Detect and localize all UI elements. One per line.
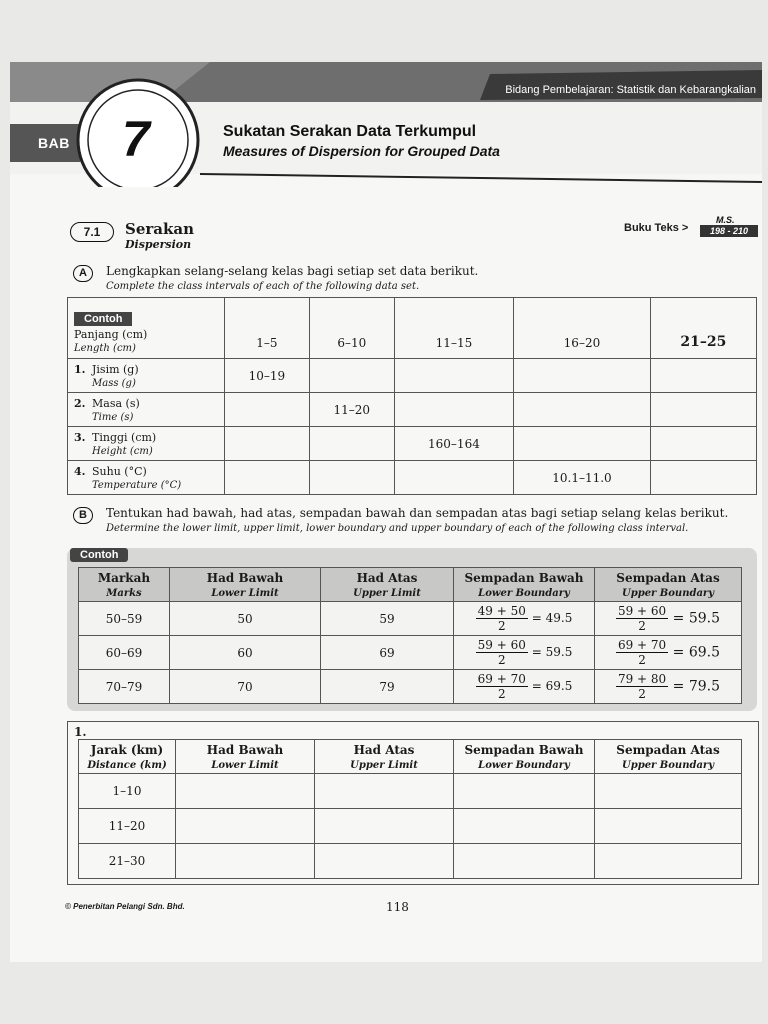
example-label-cell <box>68 298 225 359</box>
distance-cell: 1–10 <box>79 774 176 809</box>
chapter-title-en: Measures of Dispersion for Grouped Data <box>223 143 500 159</box>
chapter-title: Sukatan Serakan Data Terkumpul <box>223 123 477 140</box>
example-limits-table <box>78 567 742 704</box>
answer-cell[interactable] <box>650 461 756 495</box>
answer-cell[interactable] <box>595 844 742 879</box>
upper-boundary-cell: $\frac{59 + 60}{2}$ = 59.5 <box>595 602 742 636</box>
header-row <box>79 740 742 774</box>
upper-boundary-cell: $\frac{79 + 80}{2}$ = 79.5 <box>595 670 742 704</box>
example-value: 21–25 <box>650 298 756 359</box>
page-range-badge <box>700 215 758 237</box>
distance-cell: 21–30 <box>79 844 176 879</box>
table-row <box>68 359 757 393</box>
table-row <box>79 602 742 636</box>
column-header: Had Atas Upper Limit <box>315 740 454 774</box>
distance-cell: 11–20 <box>79 809 176 844</box>
marks-cell: 50–59 <box>79 602 170 636</box>
column-header: Sempadan Atas Upper Boundary <box>595 568 742 602</box>
table-row <box>68 393 757 427</box>
example-value: 1–5 <box>225 298 310 359</box>
column-header: Sempadan Bawah Lower Boundary <box>454 740 595 774</box>
answer-cell[interactable] <box>225 393 310 427</box>
answer-cell[interactable]: 160–164 <box>394 427 513 461</box>
answer-cell[interactable] <box>454 844 595 879</box>
ms-label: M.S. <box>716 215 735 225</box>
lower-limit-cell: 60 <box>170 636 321 670</box>
table-row <box>79 670 742 704</box>
answer-cell[interactable] <box>315 809 454 844</box>
answer-cell[interactable] <box>176 844 315 879</box>
marks-cell: 70–79 <box>79 670 170 704</box>
answer-cell[interactable] <box>514 427 651 461</box>
answer-cell[interactable] <box>394 359 513 393</box>
section-title-en: Dispersion <box>125 238 192 251</box>
ms-range: 198 - 210 <box>700 225 758 237</box>
upper-limit-cell: 59 <box>321 602 454 636</box>
workbook-page <box>10 62 762 962</box>
lower-boundary-cell: $\frac{49 + 50}{2}$ = 49.5 <box>454 602 595 636</box>
row-label: 2. Masa (s) Time (s) <box>68 393 225 427</box>
section-number: 7.1 <box>70 222 114 242</box>
upper-limit-cell: 79 <box>321 670 454 704</box>
answer-cell[interactable] <box>650 427 756 461</box>
upper-limit-cell: 69 <box>321 636 454 670</box>
column-header: Sempadan Atas Upper Boundary <box>595 740 742 774</box>
table-row <box>79 636 742 670</box>
answer-cell[interactable] <box>315 774 454 809</box>
part-b-instruction: Tentukan had bawah, had atas, sempadan bawah dan sempadan atas bagi setiap selang kelas berikut. <box>106 506 729 520</box>
answer-cell[interactable] <box>394 393 513 427</box>
question-number: 1. <box>74 725 87 739</box>
section-title: Serakan <box>125 220 195 238</box>
answer-cell[interactable] <box>315 844 454 879</box>
answer-cell[interactable] <box>225 461 310 495</box>
answer-cell[interactable] <box>454 809 595 844</box>
column-header: Sempadan Bawah Lower Boundary <box>454 568 595 602</box>
column-header: Had Bawah Lower Limit <box>176 740 315 774</box>
answer-cell[interactable] <box>514 393 651 427</box>
question-1-table <box>78 739 742 879</box>
answer-cell[interactable] <box>454 774 595 809</box>
example-value: 16–20 <box>514 298 651 359</box>
table-row <box>79 844 742 879</box>
publisher-credit: © Penerbitan Pelangi Sdn. Bhd. <box>65 902 185 911</box>
part-b-instruction-en: Determine the lower limit, upper limit, lower boundary and upper boundary of each of the following class interval. <box>106 523 689 534</box>
part-a-instruction-en: Complete the class intervals of each of the following data set. <box>106 281 420 292</box>
example-label: Panjang (cm) <box>74 328 148 341</box>
table-row <box>68 461 757 495</box>
lower-limit-cell: 50 <box>170 602 321 636</box>
answer-cell[interactable] <box>514 359 651 393</box>
answer-cell[interactable] <box>176 774 315 809</box>
answer-cell[interactable]: 10–19 <box>225 359 310 393</box>
header-row <box>79 568 742 602</box>
answer-cell[interactable] <box>650 359 756 393</box>
answer-cell[interactable] <box>394 461 513 495</box>
answer-cell[interactable] <box>309 359 394 393</box>
column-header: Had Atas Upper Limit <box>321 568 454 602</box>
example-row <box>68 298 757 359</box>
part-b-badge: B <box>73 507 93 524</box>
row-label: 1. Jisim (g) Mass (g) <box>68 359 225 393</box>
chapter-number: 7 <box>122 111 150 167</box>
learning-area: Bidang Pembelajaran: Statistik dan Kebarangkalian <box>505 84 756 96</box>
answer-cell[interactable] <box>176 809 315 844</box>
column-header: Had Bawah Lower Limit <box>170 568 321 602</box>
lower-limit-cell: 70 <box>170 670 321 704</box>
textbook-reference: Buku Teks > <box>624 222 689 234</box>
answer-cell[interactable] <box>650 393 756 427</box>
table-row <box>79 809 742 844</box>
lower-boundary-cell: $\frac{59 + 60}{2}$ = 59.5 <box>454 636 595 670</box>
bab-label: BAB <box>38 135 70 151</box>
table-row <box>79 774 742 809</box>
answer-cell[interactable]: 10.1–11.0 <box>514 461 651 495</box>
answer-cell[interactable] <box>225 427 310 461</box>
answer-cell[interactable] <box>595 774 742 809</box>
answer-cell[interactable] <box>309 461 394 495</box>
row-label: 3. Tinggi (cm) Height (cm) <box>68 427 225 461</box>
lower-boundary-cell: $\frac{69 + 70}{2}$ = 69.5 <box>454 670 595 704</box>
example-value: 11–15 <box>394 298 513 359</box>
example-label-en: Length (cm) <box>74 343 136 354</box>
answer-cell[interactable]: 11–20 <box>309 393 394 427</box>
table-row <box>68 427 757 461</box>
column-header: Markah Marks <box>79 568 170 602</box>
row-label: 4. Suhu (°C) Temperature (°C) <box>68 461 225 495</box>
example-value: 6–10 <box>309 298 394 359</box>
column-header: Jarak (km) Distance (km) <box>79 740 176 774</box>
page-number: 118 <box>386 900 409 914</box>
upper-boundary-cell: $\frac{69 + 70}{2}$ = 69.5 <box>595 636 742 670</box>
marks-cell: 60–69 <box>79 636 170 670</box>
answer-cell[interactable] <box>595 809 742 844</box>
answer-cell[interactable] <box>309 427 394 461</box>
contoh-tab: Contoh <box>74 312 132 326</box>
part-a-badge: A <box>73 265 93 282</box>
part-a-instruction: Lengkapkan selang-selang kelas bagi setiap set data berikut. <box>106 264 479 278</box>
class-interval-table <box>67 297 757 495</box>
contoh-tab: Contoh <box>70 548 128 562</box>
